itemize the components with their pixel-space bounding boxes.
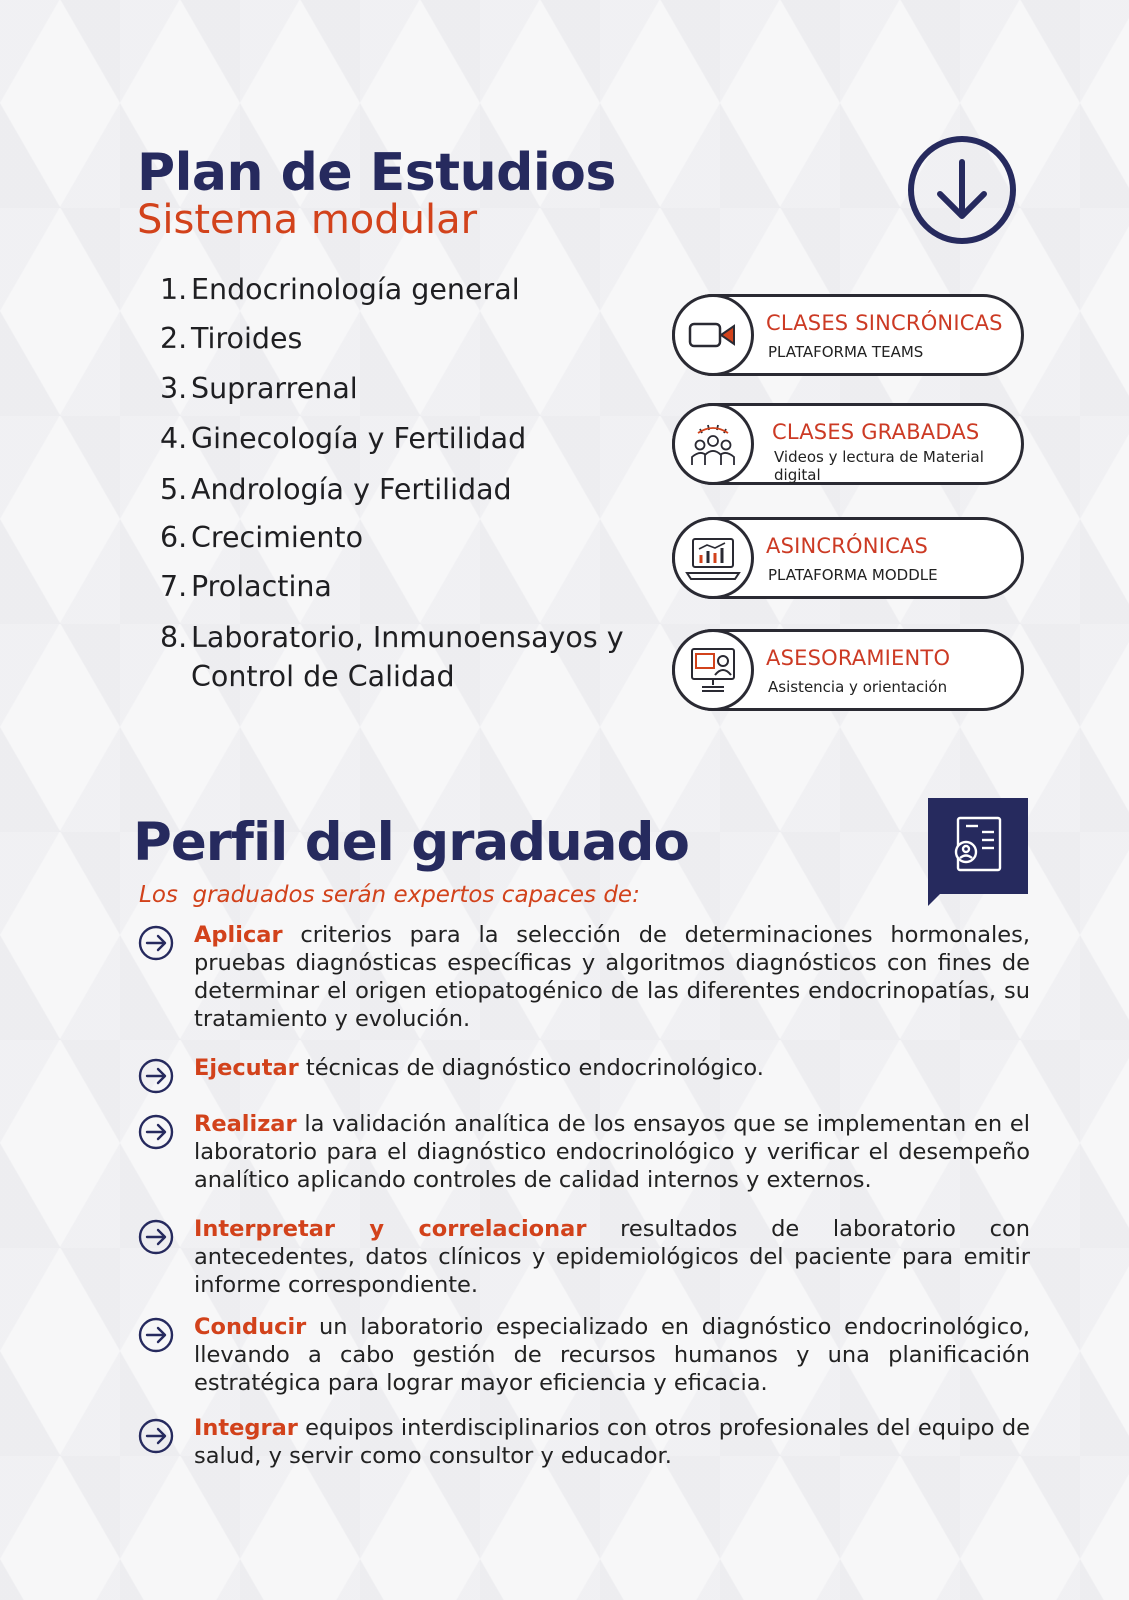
- certificate-icon: [928, 798, 1028, 906]
- profile-item: Interpretar y correlacionar resultados de laboratorio con antecedentes, datos clínicos y epidemiológicos del paciente para emitir informe correspondiente.: [138, 1215, 1030, 1299]
- modality-title: ASESORAMIENTO: [766, 646, 951, 670]
- plan-subtitle: Sistema modular: [137, 197, 478, 243]
- profile-title: Perfil del graduado: [133, 812, 689, 873]
- modality-title: CLASES SINCRÓNICAS: [766, 311, 1003, 335]
- module-item: 5. Andrología y Fertilidad: [160, 473, 512, 506]
- profile-item: Aplicar criterios para la selección de determinaciones hormonales, pruebas diagnósticas específicas y algoritmos diagnósticos con fines de determinar el origen etiopatogénico de las diferentes endocrinopatías, su tratamiento y evolución.: [138, 921, 1030, 1033]
- modality-title: CLASES GRABADAS: [772, 420, 980, 444]
- arrow-right-circle-icon: [138, 1058, 174, 1094]
- laptop-chart-icon: [685, 535, 741, 581]
- module-item: 4. Ginecología y Fertilidad: [160, 422, 527, 455]
- arrow-right-circle-icon: [138, 1418, 174, 1454]
- modality-subtitle: Asistencia y orientación: [768, 678, 948, 696]
- arrow-right-circle-icon: [138, 1219, 174, 1255]
- modality-synchronous: [672, 294, 1024, 376]
- arrow-down-circle-icon[interactable]: [906, 134, 1018, 246]
- modality-subtitle: Videos y lectura de Material digital: [774, 448, 984, 484]
- profile-item: Integrar equipos interdisciplinarios con otros profesionales del equipo de salud, y servir como consultor y educador.: [138, 1414, 1030, 1470]
- profile-subtitle: Los graduados serán expertos capaces de:: [139, 882, 640, 908]
- modality-title: ASINCRÓNICAS: [766, 534, 929, 558]
- module-item: 1. Endocrinología general: [160, 273, 520, 306]
- modality-asynchronous: [672, 517, 1024, 599]
- modality-recorded: [672, 403, 1024, 485]
- arrow-right-circle-icon: [138, 1114, 174, 1150]
- profile-item: Conducir un laboratorio especializado en diagnóstico endocrinológico, llevando a cabo gestión de recursos humanos y una planificación estratégica para lograr mayor eficiencia y eficacia.: [138, 1313, 1030, 1397]
- module-item: 2. Tiroides: [160, 322, 303, 355]
- modality-subtitle: PLATAFORMA TEAMS: [768, 343, 924, 361]
- computer-support-icon: [688, 645, 738, 695]
- module-list: [160, 270, 640, 696]
- video-camera-icon: [688, 318, 738, 352]
- arrow-right-circle-icon: [138, 1317, 174, 1353]
- arrow-right-circle-icon: [138, 925, 174, 961]
- profile-item: Realizar la validación analítica de los ensayos que se implementan en el laboratorio para el diagnóstico endocrinológico y verificar el desempeño analítico aplicando controles de calidad internos y externos.: [138, 1110, 1030, 1194]
- modality-advice: [672, 629, 1024, 711]
- group-people-icon: [686, 419, 740, 469]
- plan-title: Plan de Estudios: [137, 143, 616, 203]
- module-item: 3. Suprarrenal: [160, 372, 358, 405]
- module-item: 8. Laboratorio, Inmunoensayos y Control de Calidad: [160, 621, 624, 693]
- modality-subtitle: PLATAFORMA MODDLE: [768, 566, 938, 584]
- module-item: 6. Crecimiento: [160, 521, 364, 554]
- profile-item: Ejecutar técnicas de diagnóstico endocrinológico.: [138, 1054, 1030, 1082]
- module-item: 7. Prolactina: [160, 570, 332, 603]
